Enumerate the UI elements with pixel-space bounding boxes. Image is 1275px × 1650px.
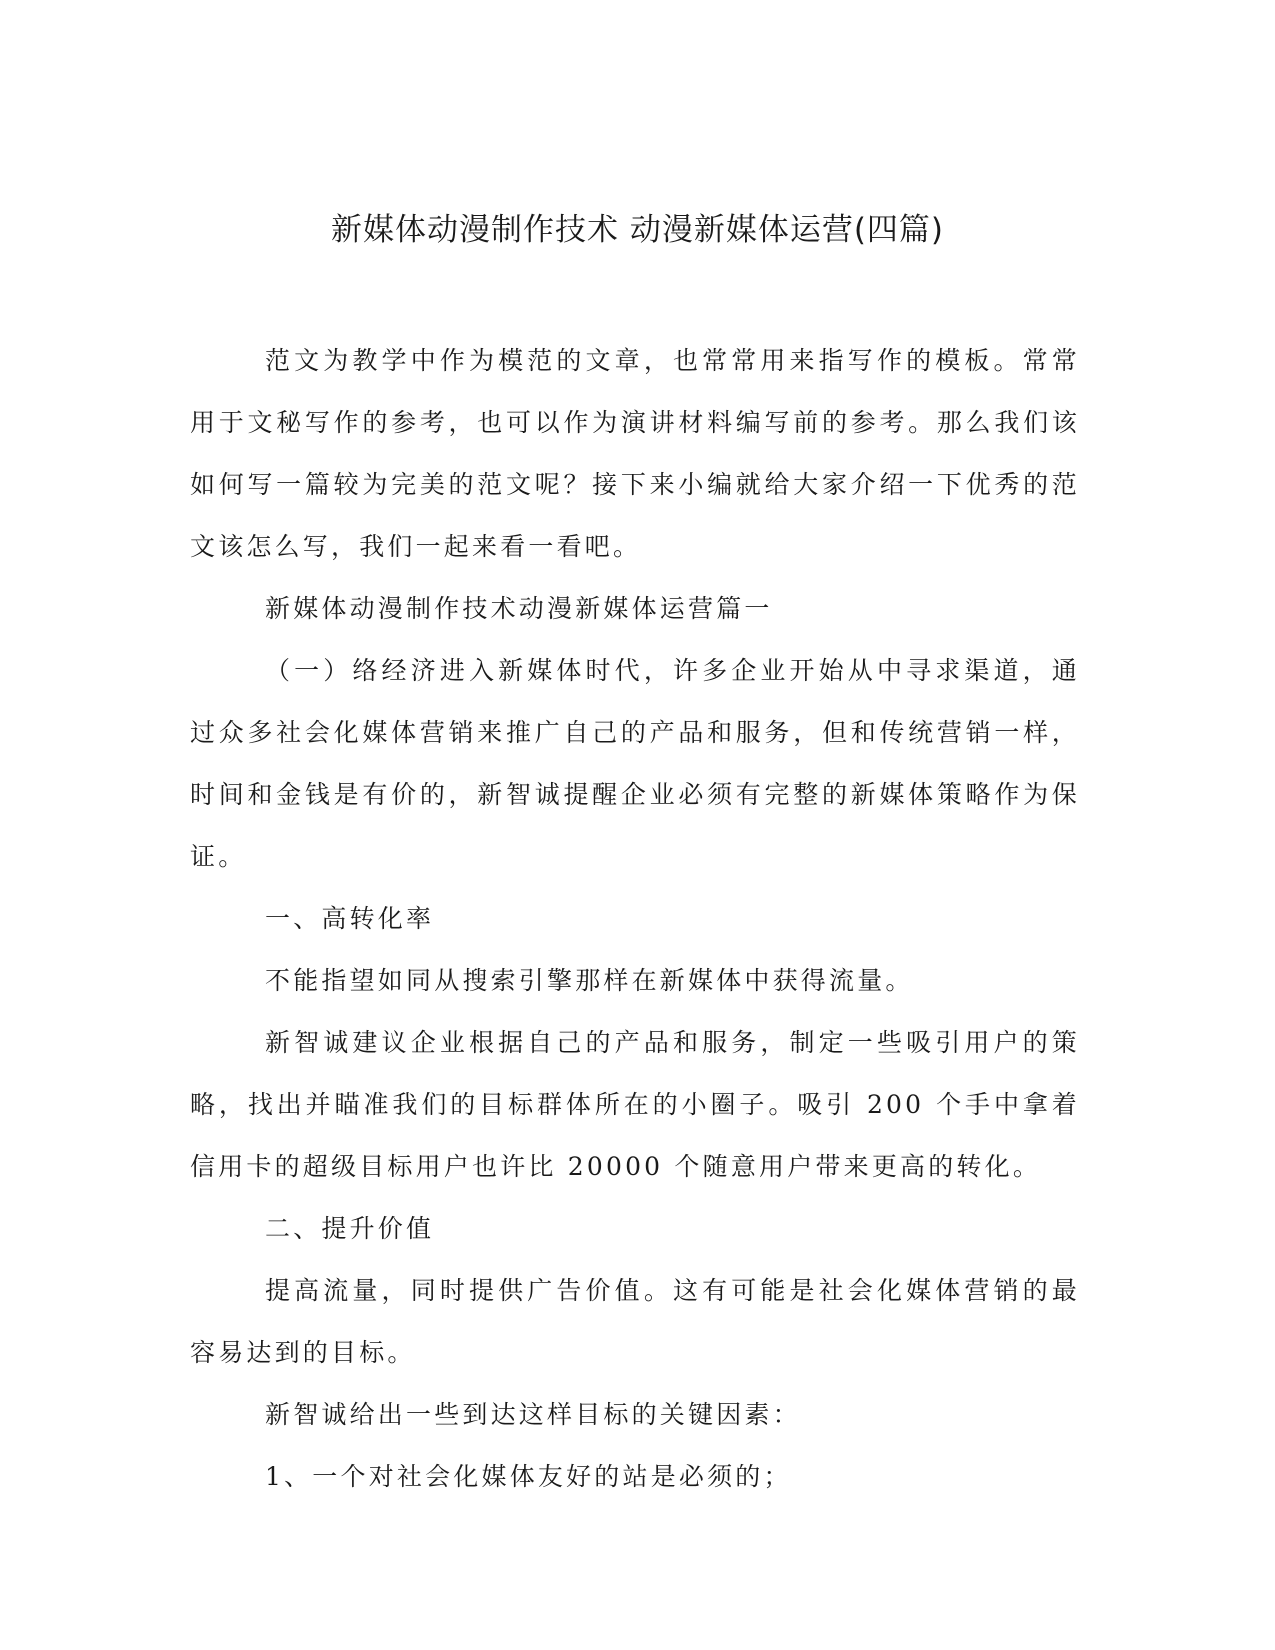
document-body: [190, 330, 1080, 1508]
document-title: 新媒体动漫制作技术 动漫新媒体运营(四篇): [330, 212, 945, 248]
paragraph-intro: 范文为教学中作为模范的文章，也常常用来指写作的模板。常常用于文秘写作的参考，也可以作为演讲材料编写前的参考。那么我们该如何写一篇较为完美的范文呢？接下来小编就给大家介绍一下优秀的范文该怎么写，我们一起来看一看吧。: [190, 346, 1080, 561]
paragraph-heading-1: 一、高转化率: [265, 904, 435, 933]
paragraph-value: 提高流量，同时提供广告价值。这有可能是社会化媒体营销的最容易达到的目标。: [190, 1276, 1080, 1367]
paragraph-factors: 新智诚给出一些到达这样目标的关键因素：: [265, 1400, 801, 1429]
paragraph-overview: （一）络经济进入新媒体时代，许多企业开始从中寻求渠道，通过众多社会化媒体营销来推广自己的产品和服务，但和传统营销一样，时间和金钱是有价的，新智诚提醒企业必须有完整的新媒体策略作为保证。: [190, 656, 1080, 871]
paragraph-traffic: 不能指望如同从搜索引擎那样在新媒体中获得流量。: [265, 966, 914, 995]
paragraph-strategy: 新智诚建议企业根据自己的产品和服务，制定一些吸引用户的策略，找出并瞄准我们的目标群体所在的小圈子。吸引 200 个手中拿着信用卡的超级目标用户也许比 20000 个随意用户带来更高的转化。: [190, 1028, 1080, 1181]
paragraph-factor-1: 1、一个对社会化媒体友好的站是必须的；: [265, 1462, 792, 1491]
paragraph-section-heading: 新媒体动漫制作技术动漫新媒体运营篇一: [265, 594, 773, 623]
paragraph-heading-2: 二、提升价值: [265, 1214, 435, 1243]
